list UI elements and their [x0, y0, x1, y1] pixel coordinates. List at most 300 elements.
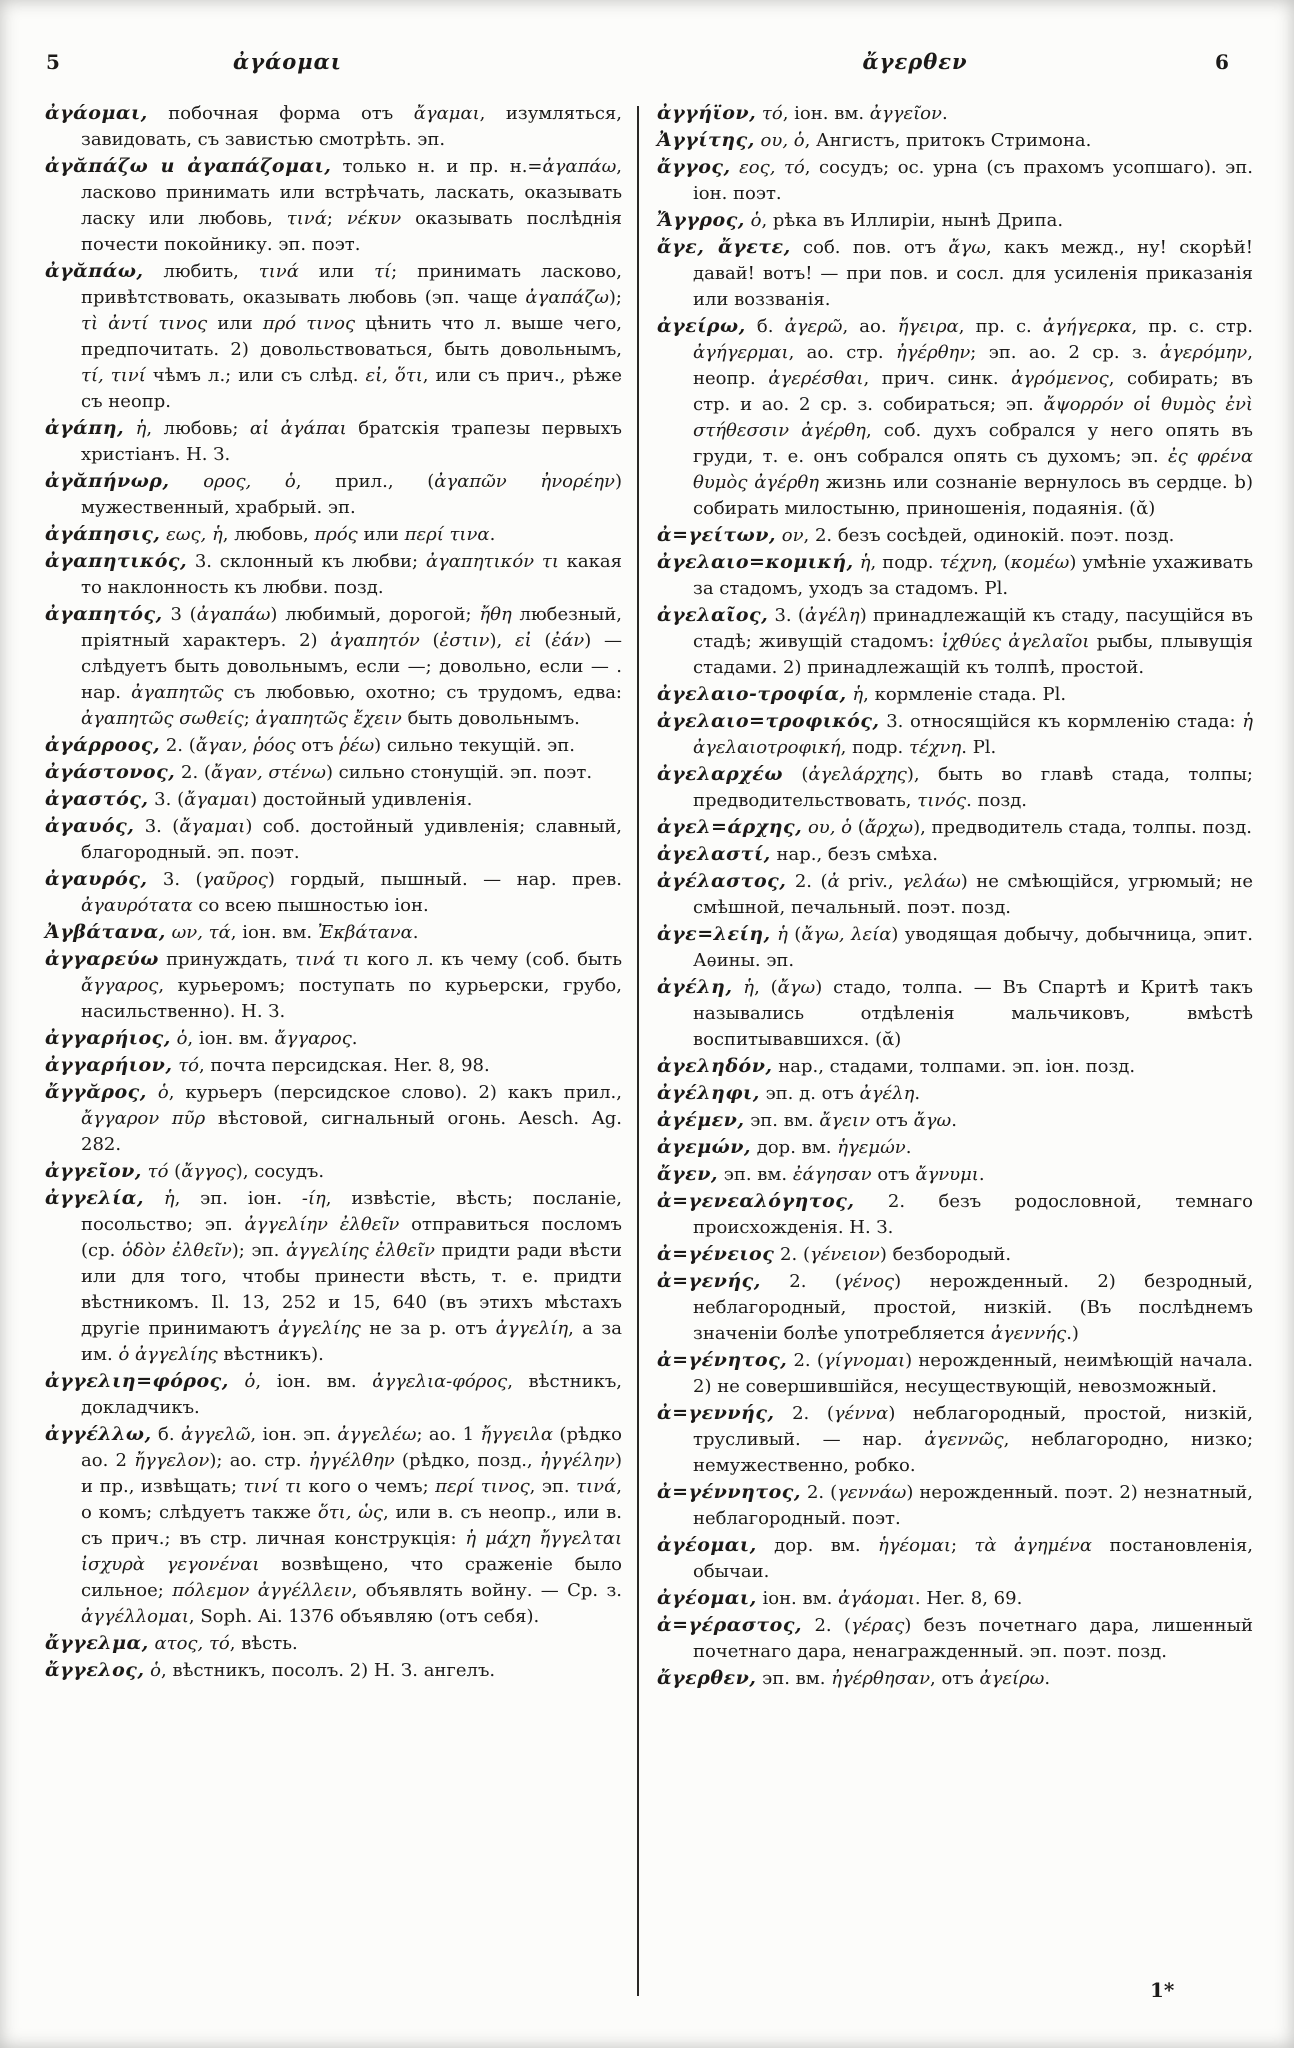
entry-headword: ἀ=γενεαλόγητος, [657, 1190, 855, 1212]
definition-text: , извѣстіе, вѣсть; посланіе, посольство; эп. [81, 1188, 622, 1235]
definition-text: . [941, 103, 948, 124]
dictionary-entry [657, 1665, 1253, 1692]
entry-headword: ἀγγήϊον, [657, 102, 757, 124]
definition-text: 2. ( [814, 1615, 852, 1636]
greek-inline-text: ἄγαμαι [184, 789, 251, 810]
entry-headword: ἀ=γεννής, [657, 1402, 775, 1424]
greek-inline-text: ἀγεννής [990, 1323, 1067, 1344]
definition-text: ) нерожденный, неимѣющій начала. 2) не совершившійся, несуществующій, невозможный. [693, 1350, 1253, 1397]
definition-text: , соб. духъ собрался у него опять въ груди, т. е. онъ собрался опять съ духомъ; эп. [693, 420, 1253, 467]
entry-headword: ἀγέομαι, [657, 1534, 757, 1556]
definition-text: или [298, 261, 375, 282]
dictionary-entry [657, 1188, 1253, 1241]
definition-text: , Soph. Ai. 1376 объявляю (отъ себя). [188, 1606, 540, 1627]
definition-text: нар., безъ смѣха. [776, 844, 938, 865]
definition-text: любезный, пріятный характеръ. 2) [81, 604, 622, 651]
greek-inline-text: εως, ἡ [166, 524, 223, 545]
definition-text: ), предводитель стада, толпы. позд. [913, 817, 1252, 838]
greek-inline-text: τό [761, 103, 783, 124]
greek-inline-text: ἀγαπητόν [330, 630, 420, 651]
greek-inline-text: τινά [258, 261, 299, 282]
definition-text: ) стадо, толпа. — Въ Спартѣ и Критѣ такъ назывались отдѣленія мальчиковъ, вмѣстѣ воспитывавшихся. (ᾰ) [693, 977, 1253, 1050]
entry-headword: ἀγε=λείη, [657, 923, 771, 945]
entry-headword: ἄγγελος, [45, 1659, 145, 1681]
definition-text: эп. д. отъ [765, 1083, 860, 1104]
greek-inline-text: αἱ ἀγάπαι [249, 418, 347, 439]
definition-text: , вѣстникъ, докладчикъ. [81, 1371, 622, 1418]
greek-inline-text: ἐστιν [439, 630, 490, 651]
greek-inline-text: τό [147, 1161, 169, 1182]
greek-inline-text: ἄγαν, ῥόος [195, 735, 296, 756]
definition-text: братскія трапезы первыхъ христіанъ. Н. З. [81, 418, 622, 465]
greek-inline-text: ἄγαμαι [179, 816, 246, 837]
dictionary-entry [45, 813, 622, 866]
greek-inline-text: τὰ ἀγημένα [974, 1535, 1093, 1556]
greek-inline-text: ου, ὁ [807, 817, 853, 838]
greek-inline-text: ου, ὁ [760, 130, 805, 151]
dictionary-entry [45, 1079, 622, 1158]
dictionary-entry [657, 841, 1253, 868]
greek-inline-text: ὁ ἀγγελίης [118, 1344, 218, 1365]
greek-inline-text: ἐάγησαν [792, 1164, 872, 1185]
definition-text: . [914, 1083, 921, 1104]
page-number-left: 5 [46, 50, 60, 74]
entry-headword: ἀγελ=άρχης, [657, 816, 803, 838]
greek-inline-text: ὁ [150, 1660, 162, 1681]
greek-inline-text: ἄγω [948, 237, 986, 258]
greek-inline-text: τὶ ἀντί τινος [81, 313, 208, 334]
running-head-left: ἀγάομαι [233, 49, 342, 74]
entry-headword: ἀγελαρχέω [657, 763, 783, 785]
definition-text: ; [950, 1535, 975, 1556]
dictionary-entry [657, 868, 1253, 921]
greek-inline-text: περί τινος [435, 1476, 530, 1497]
greek-inline-text: ἀγαπάω [196, 604, 271, 625]
definition-text: , а за им. [81, 1318, 622, 1365]
definition-text: .) [1066, 1323, 1079, 1344]
greek-inline-text: ἄγω, λεία [801, 924, 892, 945]
definition-text: ) не смѣющійся, угрюмый; не смѣшной, печальный. поэт. позд. [693, 871, 1253, 918]
greek-inline-text: κομέω [1010, 552, 1070, 573]
definition-text: б. [158, 1424, 181, 1445]
entry-headword: ἀγέμεν, [657, 1109, 745, 1131]
greek-inline-text: ἤγγελον [134, 1450, 210, 1471]
dictionary-entry [45, 548, 622, 601]
greek-inline-text: ἀγέλη [804, 605, 860, 626]
definition-text: ) — слѣдуетъ быть довольнымъ, если —; довольно, если — . нар. [81, 630, 622, 703]
definition-text: . позд. [966, 790, 1028, 811]
definition-text: , сосудъ; ос. урна (съ прахомъ усопшаго). эп. іон. поэт. [693, 157, 1253, 204]
greek-inline-text: ἄγγαρον πῦρ [81, 1108, 206, 1129]
definition-text: 3 ( [170, 604, 197, 625]
greek-inline-text: ἀγερῶ [784, 316, 843, 337]
definition-text: ; принимать ласково, привѣтствовать, оказывать любовь (эп. чаще [81, 261, 622, 308]
greek-inline-text: ἀγγελίην ἐλθεῖν [244, 1214, 400, 1235]
definition-text: , о комъ; слѣдуетъ также [81, 1476, 622, 1523]
greek-inline-text: ἡ [163, 1188, 175, 1209]
definition-text: 2. безъ родословной, темнаго происхожденія. Н. З. [693, 1191, 1253, 1238]
dictionary-entry [657, 1268, 1253, 1347]
entry-headword: ἀγγέλλω, [45, 1423, 152, 1445]
greek-inline-text: ἀγαπητῶς [131, 682, 224, 703]
definition-text: , любовь; [146, 418, 250, 439]
greek-inline-text: ἡγεμών [837, 1137, 906, 1158]
greek-inline-text: ἄγγαρος [81, 975, 159, 996]
greek-inline-text: γίγνομαι [823, 1350, 906, 1371]
definition-text: ) мужественный, храбрый. эп. [81, 471, 622, 518]
definition-text: нар., стадами, толпами. эп. іон. позд. [778, 1056, 1136, 1077]
definition-text: . [905, 1137, 912, 1158]
definition-text: отправиться посломъ (ср. [81, 1214, 622, 1261]
definition-text: отъ [295, 735, 340, 756]
dictionary-entry [45, 1025, 622, 1052]
dictionary-entry [45, 1368, 622, 1421]
definition-text: ); эп. [231, 1240, 287, 1261]
entry-headword: ἀγᾰπάζω и ἀγαπάζομαι, [45, 155, 332, 177]
greek-inline-text: ἡ [777, 924, 788, 945]
greek-inline-text: τέχνη [939, 552, 992, 573]
greek-inline-text: ἀγήγερμαι [693, 342, 789, 363]
definition-text: эп. вм. [750, 1110, 820, 1131]
definition-text: ) достойный удивленія. [250, 789, 473, 810]
greek-inline-text: ἡ [743, 977, 755, 998]
definition-text: ( [852, 817, 865, 838]
dictionary-entry [657, 974, 1253, 1053]
definition-text: іон. вм. [762, 1588, 839, 1609]
definition-text: , курьеромъ; поступать по курьерски, грубо, насильственно). Н. З. [81, 975, 622, 1022]
definition-text: 3. ( [162, 869, 203, 890]
definition-text: 3. склонный къ любви; [194, 551, 426, 572]
definition-text: . [489, 524, 496, 545]
definition-text: ), сосудъ. [235, 1161, 325, 1182]
entry-headword: ἀγᾰπάω, [45, 260, 144, 282]
greek-inline-text: ἄγαμαι [413, 103, 480, 124]
definition-text: ; ао. 1 [416, 1424, 481, 1445]
dictionary-entry [657, 921, 1253, 974]
greek-inline-text: ἄγγος [181, 1161, 236, 1182]
dictionary-entry [657, 522, 1253, 549]
definition-text: 2. ( [780, 1244, 810, 1265]
definition-text: (рѣдко, позд., [394, 1450, 540, 1471]
dictionary-entry [45, 1052, 622, 1079]
entry-headword: ἄγγελμα, [45, 1632, 149, 1654]
definition-text: ( [787, 924, 802, 945]
dictionary-entry [45, 1185, 622, 1368]
dictionary-entry [45, 415, 622, 468]
greek-inline-text: ἠγέρθησαν [831, 1668, 931, 1689]
definition-text: , объявлять войну. — Ср. з. [351, 1580, 622, 1601]
entry-headword: ἀγέλη, [657, 976, 733, 998]
greek-inline-text: ἀγαπητῶς ἔχειν [255, 708, 402, 729]
entry-headword: ἀγγαρεύω [45, 948, 159, 970]
definition-text: ) безъ почетнаго дара, лишенный почетнаго дара, ненагражденный. эп. поэт. позд. [693, 1615, 1254, 1662]
dictionary-entry [45, 100, 622, 153]
definition-text: ; [243, 708, 256, 729]
dictionary-entry [657, 1134, 1253, 1161]
greek-inline-text: ατος, τό [154, 1633, 230, 1654]
definition-text: , эп. іон. [174, 1188, 302, 1209]
dictionary-entry [657, 100, 1253, 127]
greek-inline-text: ὁδὸν ἐλθεῖν [122, 1240, 232, 1261]
greek-inline-text: ἀγαπῶν ἠνορέην [434, 471, 615, 492]
greek-inline-text: εος, τό [739, 157, 805, 178]
definition-text: . [951, 1110, 957, 1131]
definition-text: . [1044, 1668, 1051, 1689]
definition-text: 2. ( [181, 762, 211, 783]
greek-inline-text: ὁ [176, 1028, 188, 1049]
definition-text: , ао. [842, 316, 898, 337]
definition-text: , или съ прич., рѣже съ неопр. [81, 365, 622, 412]
entry-headword: ἀγελαιο-τροφία, [657, 683, 847, 705]
greek-inline-text: ἀγερέσθαι [768, 368, 864, 389]
definition-text: не за р. отъ [360, 1318, 496, 1339]
greek-inline-text: ἀγγελίης [278, 1318, 361, 1339]
definition-text: ) любимый, дорогой; [270, 604, 480, 625]
definition-text: 3. ( [144, 816, 180, 837]
definition-text: . [978, 1164, 985, 1185]
definition-text: , іон. вм. [782, 103, 870, 124]
definition-text: ( [419, 630, 440, 651]
column-left [45, 100, 622, 1684]
entry-headword: ἀγγεῖον, [45, 1160, 142, 1182]
entry-headword: ἀγείρω, [657, 315, 746, 337]
entry-headword: ἀ=γείτων, [657, 524, 777, 546]
definition-text: , вѣсть. [229, 1633, 298, 1654]
definition-text: , какъ межд., ну! скорѣй! давай! вотъ! — при пов. и сосл. для усиленія приказанія или воззванія. [693, 237, 1253, 310]
definition-text: со всею пышностью іон. [192, 895, 429, 916]
definition-text: б. [756, 316, 785, 337]
greek-inline-text: τινά [286, 208, 327, 229]
entry-headword: ἀγέλαστος, [657, 870, 787, 892]
dictionary-entry [657, 602, 1253, 681]
dictionary-entry [657, 1107, 1253, 1134]
greek-inline-text: ὅτι, ὡς [317, 1502, 383, 1523]
greek-inline-text: τό [178, 1055, 199, 1076]
definition-text: , ( [991, 552, 1011, 573]
greek-inline-text: ἀγγέλλομαι [81, 1606, 189, 1627]
greek-inline-text: πρός [314, 524, 358, 545]
greek-inline-text: τινί τι [243, 1476, 302, 1497]
definition-text: постановленія, обычаи. [693, 1535, 1253, 1582]
greek-inline-text: ἤγγειλα [480, 1424, 554, 1445]
definition-text: принуждать, [166, 949, 296, 970]
entry-headword: ἄγεν, [657, 1163, 719, 1185]
dictionary-entry [45, 258, 622, 415]
entry-headword: ἀ=γενής, [657, 1270, 761, 1292]
definition-text: эп. вм. [723, 1164, 793, 1185]
dictionary-entry [657, 1612, 1253, 1665]
definition-text: вѣстникъ). [217, 1344, 324, 1365]
definition-text: ), [489, 630, 515, 651]
greek-inline-text: ἄγνυμι [915, 1164, 979, 1185]
dictionary-entry [657, 234, 1253, 313]
greek-inline-text: τί, τινί [81, 365, 146, 386]
definition-text: ) нерожденный. 2) безродный, неблагородный, простой, низкій. (Въ послѣднемъ значеніи болѣе употребляется [693, 1271, 1253, 1344]
definition-text: соб. пов. отъ [803, 237, 949, 258]
greek-inline-text: ον [781, 525, 804, 546]
dictionary-entry [657, 1161, 1253, 1188]
greek-inline-text: ἡγέομαι [877, 1535, 951, 1556]
greek-inline-text: γέννα [833, 1403, 889, 1424]
definition-text: . Pl. [961, 737, 997, 758]
entry-headword: ἀγεληδόν, [657, 1055, 773, 1077]
dictionary-entry [45, 468, 622, 521]
dictionary-entry [45, 866, 622, 919]
entry-headword: ἀγγαρήιος, [45, 1027, 171, 1049]
dictionary-entry [657, 1080, 1253, 1107]
dictionary-entry [657, 1585, 1253, 1612]
entry-headword: ἀγάστονος, [45, 761, 176, 783]
column-right [657, 100, 1253, 1692]
definition-text: 2. ( [165, 735, 196, 756]
greek-inline-text: ἀγέλη [859, 1083, 915, 1104]
entry-headword: ἀγέληφι, [657, 1082, 760, 1104]
definition-text: , курьеръ (персидское слово). 2) какъ прил., [168, 1082, 622, 1103]
definition-text: 2. ( [792, 1403, 834, 1424]
definition-text: побочная форма отъ [168, 103, 414, 124]
greek-inline-text: ἠγγέλην [539, 1450, 615, 1471]
greek-inline-text: τινά τι [295, 949, 360, 970]
definition-text: ) и пр., извѣщать; [81, 1450, 622, 1497]
definition-text: ) принадлежащій къ стаду, пасущійся въ стадѣ; живущій стадомъ: [693, 605, 1254, 652]
greek-inline-text: εἰ, ὅτι [365, 365, 423, 386]
definition-text: цѣнить что л. выше чего, предпочитать. 2) довольствоваться, быть довольнымъ, [81, 313, 623, 360]
greek-inline-text: ἤθη [479, 604, 512, 625]
greek-inline-text: ἰχθύες ἀγελαῖοι [941, 631, 1090, 652]
definition-text: , кормленіе стада. Pl. [863, 684, 1067, 705]
definition-text: , іон. вм. [255, 1371, 373, 1392]
definition-text: отъ [871, 1164, 916, 1185]
greek-inline-text: πόλεμον ἀγγέλλειν [172, 1580, 352, 1601]
entry-headword: ἀγελαιο=κομική, [657, 551, 854, 573]
definition-text: или [207, 313, 263, 334]
greek-inline-text: ἀγγελῶ [180, 1424, 251, 1445]
definition-text: 2. ( [806, 1482, 838, 1503]
definition-text: ) безбородый. [879, 1244, 1012, 1265]
definition-text: , 2. безъ сосѣдей, одинокій. поэт. позд. [803, 525, 1175, 546]
dictionary-entry [657, 761, 1253, 814]
greek-inline-text: ἀγαυρότατα [81, 895, 193, 916]
dictionary-entry [657, 814, 1253, 841]
definition-text: ( [531, 630, 552, 651]
greek-inline-text: ἡ μάχη ἤγγελται ἰσχυρὰ γεγονέναι [81, 1528, 623, 1575]
greek-inline-text: ἡ [135, 418, 147, 439]
entry-headword: ἀγελαῖος, [657, 604, 769, 626]
definition-text: , Ангистъ, притокъ Стримона. [804, 130, 1092, 151]
dictionary-entry [657, 708, 1253, 761]
definition-text: ) уводящая добычу, добычница, эпит. Аѳины. эп. [693, 924, 1253, 971]
definition-text: возвѣщено, что сраженіе было сильное; [81, 1554, 623, 1601]
greek-inline-text: ἄψορρόν οἱ θυμὸς ἐνὶ στήθεσσιν ἀγέρθη [693, 394, 1253, 441]
definition-text: , неблагородно, низко; немужественно, робко. [693, 1429, 1254, 1476]
greek-inline-text: ἡ [859, 552, 871, 573]
dictionary-entry [657, 1347, 1253, 1400]
definition-text: ; эп. ао. 2 ср. з. [970, 342, 1160, 363]
greek-inline-text: γένος [841, 1271, 895, 1292]
greek-inline-text: ων, τά [171, 922, 231, 943]
entry-headword: Ἀγβάτανα, [45, 921, 166, 943]
definition-text: жизнь или сознаніе вернулось въ сердце. b) собирать милостыню, приношенія, подаянія. (ᾰ) [693, 472, 1253, 519]
running-head-right: ἄγερθεν [862, 49, 968, 74]
page-number-right: 6 [1215, 50, 1229, 74]
definition-text: ) умѣніе ухаживать за стадомъ, уходъ за стадомъ. Pl. [693, 552, 1253, 599]
definition-text: ) нерожденный. поэт. 2) незнатный, неблагородный. поэт. [693, 1482, 1254, 1529]
definition-text: , отъ [930, 1668, 980, 1689]
greek-inline-text: τί [374, 261, 392, 282]
definition-text: или [357, 524, 405, 545]
entry-headword: ἄγγος, [657, 156, 731, 178]
definition-text: придти ради вѣсти или для того, чтобы принести вѣсть, т. е. придти вѣстникомъ. Il. 13, 252 и 15, 640 (въ этихъ мѣстахъ другіе принимаютъ [81, 1240, 622, 1339]
signature-mark: 1* [1150, 1978, 1175, 2002]
dictionary-entry [45, 1630, 622, 1657]
definition-text: ; [326, 208, 347, 229]
definition-text: ) сильно текущій. эп. [374, 735, 575, 756]
definition-text: 2. ( [793, 1350, 824, 1371]
greek-inline-text: ἀγγεῖον [869, 103, 942, 124]
greek-inline-text: ἡ [852, 684, 864, 705]
dictionary-entry [657, 1532, 1253, 1585]
definition-text: только н. и пр. н.= [342, 156, 543, 177]
entry-headword: ἀγαπητικός, [45, 550, 188, 572]
definition-text: съ любовью, охотно; съ трудомъ, едва: [223, 682, 622, 703]
greek-inline-text: ὁ [157, 1082, 169, 1103]
definition-text: ) соб. достойный удивленія; славный, благородный. эп. поэт. [81, 816, 622, 863]
greek-inline-text: τινός [917, 790, 967, 811]
definition-text: эп. вм. [762, 1668, 832, 1689]
entry-headword: ἀγάπη, [45, 417, 125, 439]
greek-inline-text: ἤγειρα [897, 316, 959, 337]
definition-text: ) неблагородный, простой, низкій, трусливый. — нар. [693, 1403, 1253, 1450]
definition-text: priv., [839, 871, 903, 892]
greek-inline-text: ῥέω [339, 735, 375, 756]
dictionary-entry [45, 919, 622, 946]
definition-text: чѣмъ л.; или съ слѣд. [145, 365, 366, 386]
greek-inline-text: ἀγαπάω [542, 156, 617, 177]
greek-inline-text: ἀγείρω [979, 1668, 1045, 1689]
entry-headword: ἄγερθεν, [657, 1667, 757, 1689]
definition-text: , почта персидская. Her. 8, 98. [198, 1055, 490, 1076]
definition-text: ( [801, 764, 809, 785]
entry-headword: ἀ=γέννητος, [657, 1481, 801, 1503]
definition-text: , эп. [529, 1476, 577, 1497]
greek-inline-text: ἀγαπάζω [525, 287, 609, 308]
greek-inline-text: ἀ [827, 871, 840, 892]
greek-inline-text: ἀγερόμην [1159, 342, 1248, 363]
greek-inline-text: εἰ [514, 630, 532, 651]
dictionary-entry [657, 1479, 1253, 1532]
greek-inline-text: ἄγαν, στένω [210, 762, 326, 783]
entry-headword: Ἄγγρος, [657, 209, 745, 231]
definition-text: , ласково принимать или встрѣчать, ласкать, оказывать ласку или любовь, [81, 156, 622, 229]
definition-text: , іон. вм. [230, 922, 318, 943]
dictionary-entry [657, 154, 1253, 207]
greek-inline-text: ἄγω [777, 977, 816, 998]
dictionary-entry [657, 313, 1253, 522]
definition-text: , любовь, [222, 524, 315, 545]
definition-text: 2. ( [789, 1271, 842, 1292]
greek-inline-text: ἀγαπητικόν τι [425, 551, 559, 572]
entry-headword: ἀγαπητός, [45, 603, 163, 625]
greek-inline-text: γέρας [851, 1615, 905, 1636]
entry-headword: ἄγγᾰρος, [45, 1081, 147, 1103]
entry-headword: ἀγγαρήιον, [45, 1054, 173, 1076]
greek-inline-text: ορος, ὁ [203, 471, 296, 492]
definition-text: , ( [754, 977, 778, 998]
definition-text: , іон. эп. [250, 1424, 338, 1445]
entry-headword: ἀ=γέραστος, [657, 1614, 803, 1636]
entry-headword: ἀγγελιη=φόρος, [45, 1370, 229, 1392]
definition-text: вѣстовой, сигнальный огонь. Aesch. Ag. 282. [81, 1108, 622, 1155]
